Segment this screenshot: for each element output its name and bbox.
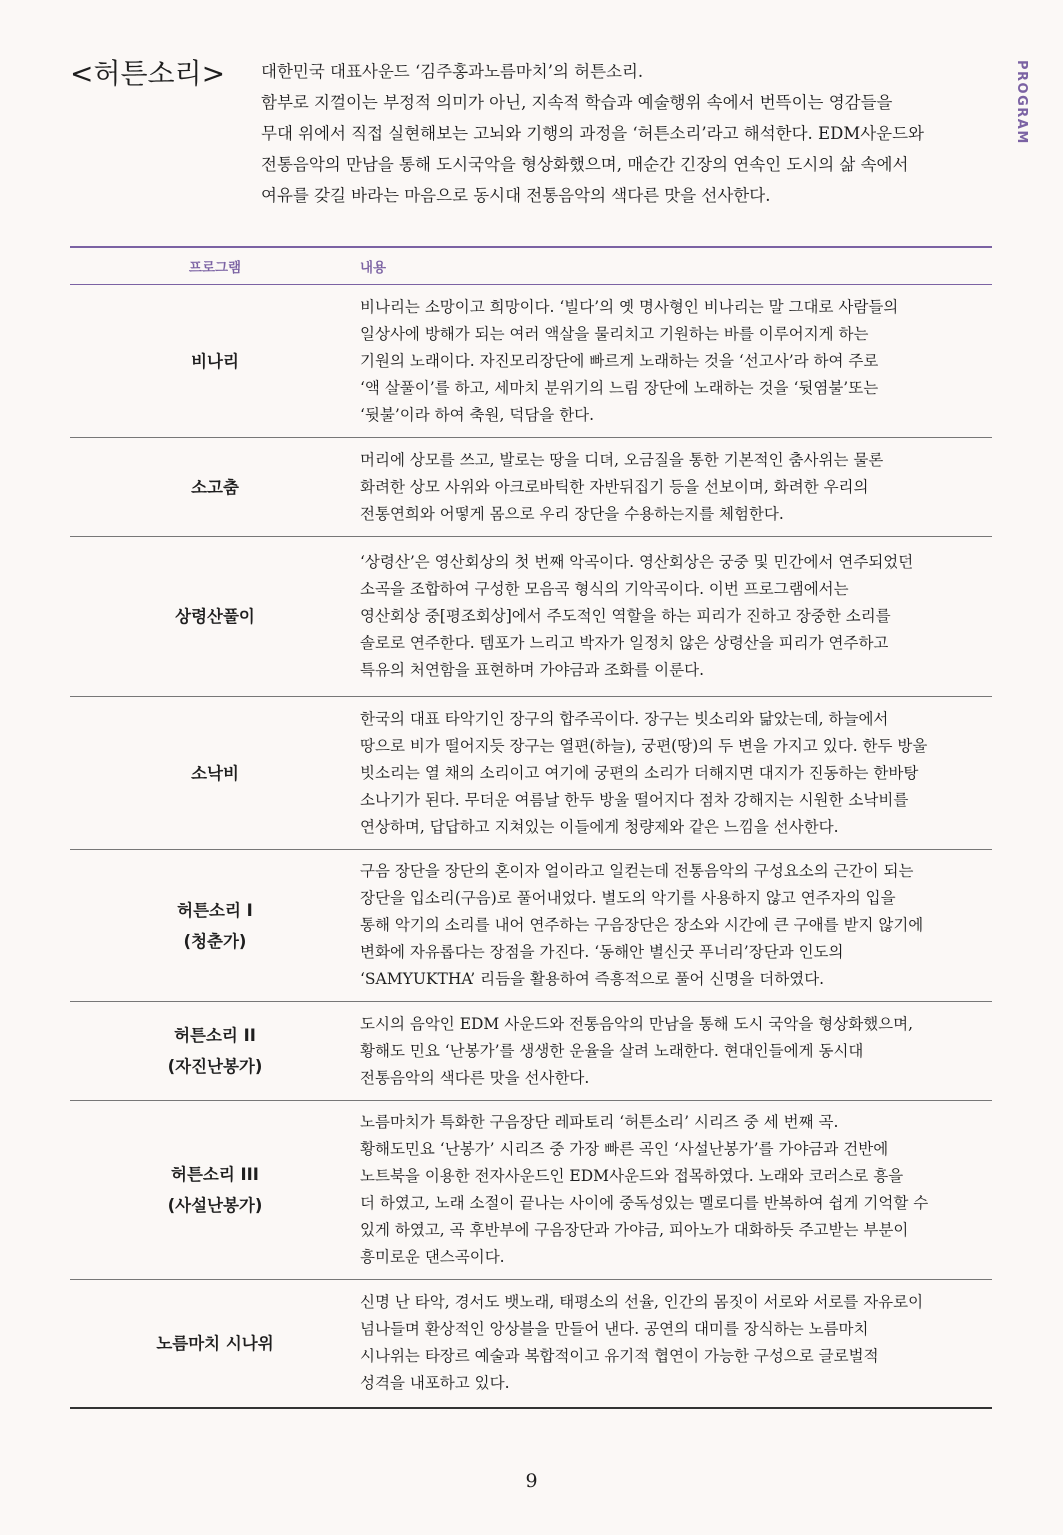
program-name	[70, 438, 360, 537]
program-description	[360, 1101, 992, 1280]
description-line: 황해도 민요 ‘난봉가’를 생생한 운율을 살려 노래한다. 현대인들에게 동시대	[360, 1041, 864, 1060]
program-name	[70, 285, 360, 438]
description-line: 기원의 노래이다. 자진모리장단에 빠르게 노래하는 것을 ‘선고사’라 하여 주로	[360, 351, 879, 370]
program-description	[360, 438, 992, 537]
program-description	[360, 697, 992, 850]
table-header-row	[70, 247, 992, 285]
description-line: 신명 난 타악, 경서도 뱃노래, 태평소의 선율, 인간의 몸짓이 서로와 서로를 자유로이	[360, 1293, 924, 1312]
description-line: 화려한 상모 사위와 아크로바틱한 자반뒤집기 등을 선보이며, 화려한 우리의	[360, 477, 869, 496]
description-line: ‘뒷불’이라 하여 축원, 덕담을 한다.	[360, 405, 595, 424]
description-line: 노트북을 이용한 전자사운드인 EDM사운드와 접목하였다. 노래와 코러스로 흥을	[360, 1167, 904, 1185]
table-row	[70, 1002, 992, 1101]
page-title: <허튼소리>	[70, 57, 226, 90]
intro-line: 전통음악의 만남을 통해 도시국악을 형상화했으며, 매순간 긴장의 연속인 도시의 삶 속에서	[261, 155, 909, 174]
program-description	[360, 1280, 992, 1408]
program-name-line: (청춘가)	[183, 931, 247, 951]
program-name	[70, 697, 360, 850]
table-row	[70, 1280, 992, 1408]
program-name-line: 허튼소리 III	[171, 1165, 259, 1184]
description-line: 시나위는 타장르 예술과 복합적이고 유기적 협연이 가능한 구성으로 글로벌적	[360, 1347, 879, 1366]
description-line: ‘SAMYUKTHA’ 리듬을 활용하여 즉흥적으로 풀어 신명을 더하였다.	[360, 970, 825, 988]
description-line: 솔로로 연주한다. 템포가 느리고 박자가 일정치 않은 상령산을 피리가 연주하고	[360, 634, 889, 652]
description-line: 구음 장단을 장단의 혼이자 얼이라고 일컫는데 전통음악의 구성요소의 근간이 되는	[360, 862, 914, 880]
program-name-line: 허튼소리 I	[177, 900, 253, 920]
description-line: 도시의 음악인 EDM 사운드와 전통음악의 만남을 통해 도시 국악을 형상화했으며,	[360, 1014, 914, 1033]
program-table	[70, 246, 992, 1409]
program-description	[360, 537, 992, 697]
description-line: 통해 악기의 소리를 내어 연주하는 구음장단은 장소와 시간에 큰 구애를 받지 않기에	[360, 916, 924, 934]
program-description	[360, 285, 992, 438]
description-line: 머리에 상모를 쓰고, 발로는 땅을 디뎌, 오금질을 통한 기본적인 춤사위는 물론	[360, 450, 884, 469]
program-name-line: (자진난봉가)	[167, 1057, 263, 1076]
table-row	[70, 1101, 992, 1280]
table-row	[70, 850, 992, 1002]
description-line: 한국의 대표 타악기인 장구의 합주곡이다. 장구는 빗소리와 닮았는데, 하늘에서	[360, 709, 889, 728]
intro-paragraph	[261, 56, 1001, 211]
program-name	[70, 1101, 360, 1280]
description-line: ‘액 살풀이’를 하고, 세마치 분위기의 느림 장단에 노래하는 것을 ‘뒷염불’또는	[360, 378, 879, 397]
description-line: 연상하며, 답답하고 지쳐있는 이들에게 청량제와 같은 느낌을 선사한다.	[360, 817, 839, 836]
description-line: 소나기가 된다. 무더운 여름날 한두 방울 떨어지다 점차 강해지는 시원한 소낙비를	[360, 790, 909, 809]
table-row	[70, 285, 992, 438]
program-name	[70, 850, 360, 1002]
program-description	[360, 850, 992, 1002]
description-line: 황해도민요 ‘난봉가’ 시리즈 중 가장 빠른 곡인 ‘사설난봉가’를 가야금과 건반에	[360, 1140, 889, 1158]
description-line: 넘나들며 환상적인 앙상블을 만들어 낸다. 공연의 대미를 장식하는 노름마치	[360, 1320, 869, 1339]
intro-line: 무대 위에서 직접 실현해보는 고뇌와 기행의 과정을 ‘허튼소리’라고 해석한다. EDM사운드와	[261, 124, 924, 143]
program-name-line: 상령산풀이	[175, 607, 255, 626]
header-program: 프로그램	[70, 247, 360, 285]
header-content: 내용	[360, 247, 992, 285]
program-name	[70, 1280, 360, 1408]
program-name-line: (사설난봉가)	[167, 1196, 263, 1215]
description-line: ‘상령산’은 영산회상의 첫 번째 악곡이다. 영산회상은 궁중 및 민간에서 연주되었던	[360, 553, 914, 571]
program-name	[70, 1002, 360, 1101]
program-name-line: 소고춤	[191, 477, 239, 497]
description-line: 있게 하였고, 곡 후반부에 구음장단과 가야금, 피아노가 대화하듯 주고받는 부분이	[360, 1221, 909, 1239]
description-line: 일상사에 방해가 되는 여러 액살을 물리치고 기원하는 바를 이루어지게 하는	[360, 324, 869, 343]
table-row	[70, 697, 992, 850]
description-line: 비나리는 소망이고 희망이다. ‘빌다’의 옛 명사형인 비나리는 말 그대로 사람들의	[360, 297, 899, 316]
description-line: 소곡을 조합하여 구성한 모음곡 형식의 기악곡이다. 이번 프로그램에서는	[360, 580, 849, 598]
description-line: 전통음악의 색다른 맛을 선사한다.	[360, 1068, 590, 1087]
description-line: 변화에 자유롭다는 장점을 가진다. ‘동해안 별신굿 푸너리’장단과 인도의	[360, 943, 844, 961]
description-line: 영산회상 중[평조회상]에서 주도적인 역할을 하는 피리가 진하고 장중한 소리를	[360, 607, 891, 625]
intro-line: 함부로 지껄이는 부정적 의미가 아닌, 지속적 학습과 예술행위 속에서 번뜩이는 영감들을	[261, 93, 893, 112]
description-line: 땅으로 비가 떨어지듯 장구는 열편(하늘), 궁편(땅)의 두 변을 가지고 있다. 한두 방울	[360, 736, 928, 755]
page-number: 9	[525, 1470, 538, 1492]
table-row	[70, 438, 992, 537]
description-line: 장단을 입소리(구음)로 풀어내었다. 별도의 악기를 사용하지 않고 연주자의 입을	[360, 889, 896, 907]
program-name-line: 소낙비	[191, 763, 239, 783]
description-line: 특유의 처연함을 표현하며 가야금과 조화를 이룬다.	[360, 661, 704, 679]
description-line: 더 하였고, 노래 소절이 끝나는 사이에 중독성있는 멜로디를 반복하여 쉽게 기억할 수	[360, 1194, 929, 1212]
program-description	[360, 1002, 992, 1101]
table-row	[70, 537, 992, 697]
intro-line: 여유를 갖길 바라는 마음으로 동시대 전통음악의 색다른 맛을 선사한다.	[261, 186, 771, 205]
program-name-line: 노름마치 시나위	[156, 1333, 274, 1353]
program-name-line: 비나리	[191, 351, 239, 371]
description-line: 노름마치가 특화한 구음장단 레파토리 ‘허튼소리’ 시리즈 중 세 번째 곡.	[360, 1113, 839, 1131]
description-line: 전통연희와 어떻게 몸으로 우리 장단을 수용하는지를 체험한다.	[360, 504, 784, 523]
program-name	[70, 537, 360, 697]
description-line: 빗소리는 열 채의 소리이고 여기에 궁편의 소리가 더해지면 대지가 진동하는 한바탕	[360, 763, 919, 782]
intro-line: 대한민국 대표사운드 ‘김주홍과노름마치’의 허튼소리.	[261, 62, 644, 81]
description-line: 흥미로운 댄스곡이다.	[360, 1248, 505, 1266]
program-name-line: 허튼소리 II	[174, 1026, 256, 1045]
section-side-label: PROGRAM	[1014, 60, 1029, 145]
description-line: 성격을 내포하고 있다.	[360, 1374, 510, 1393]
